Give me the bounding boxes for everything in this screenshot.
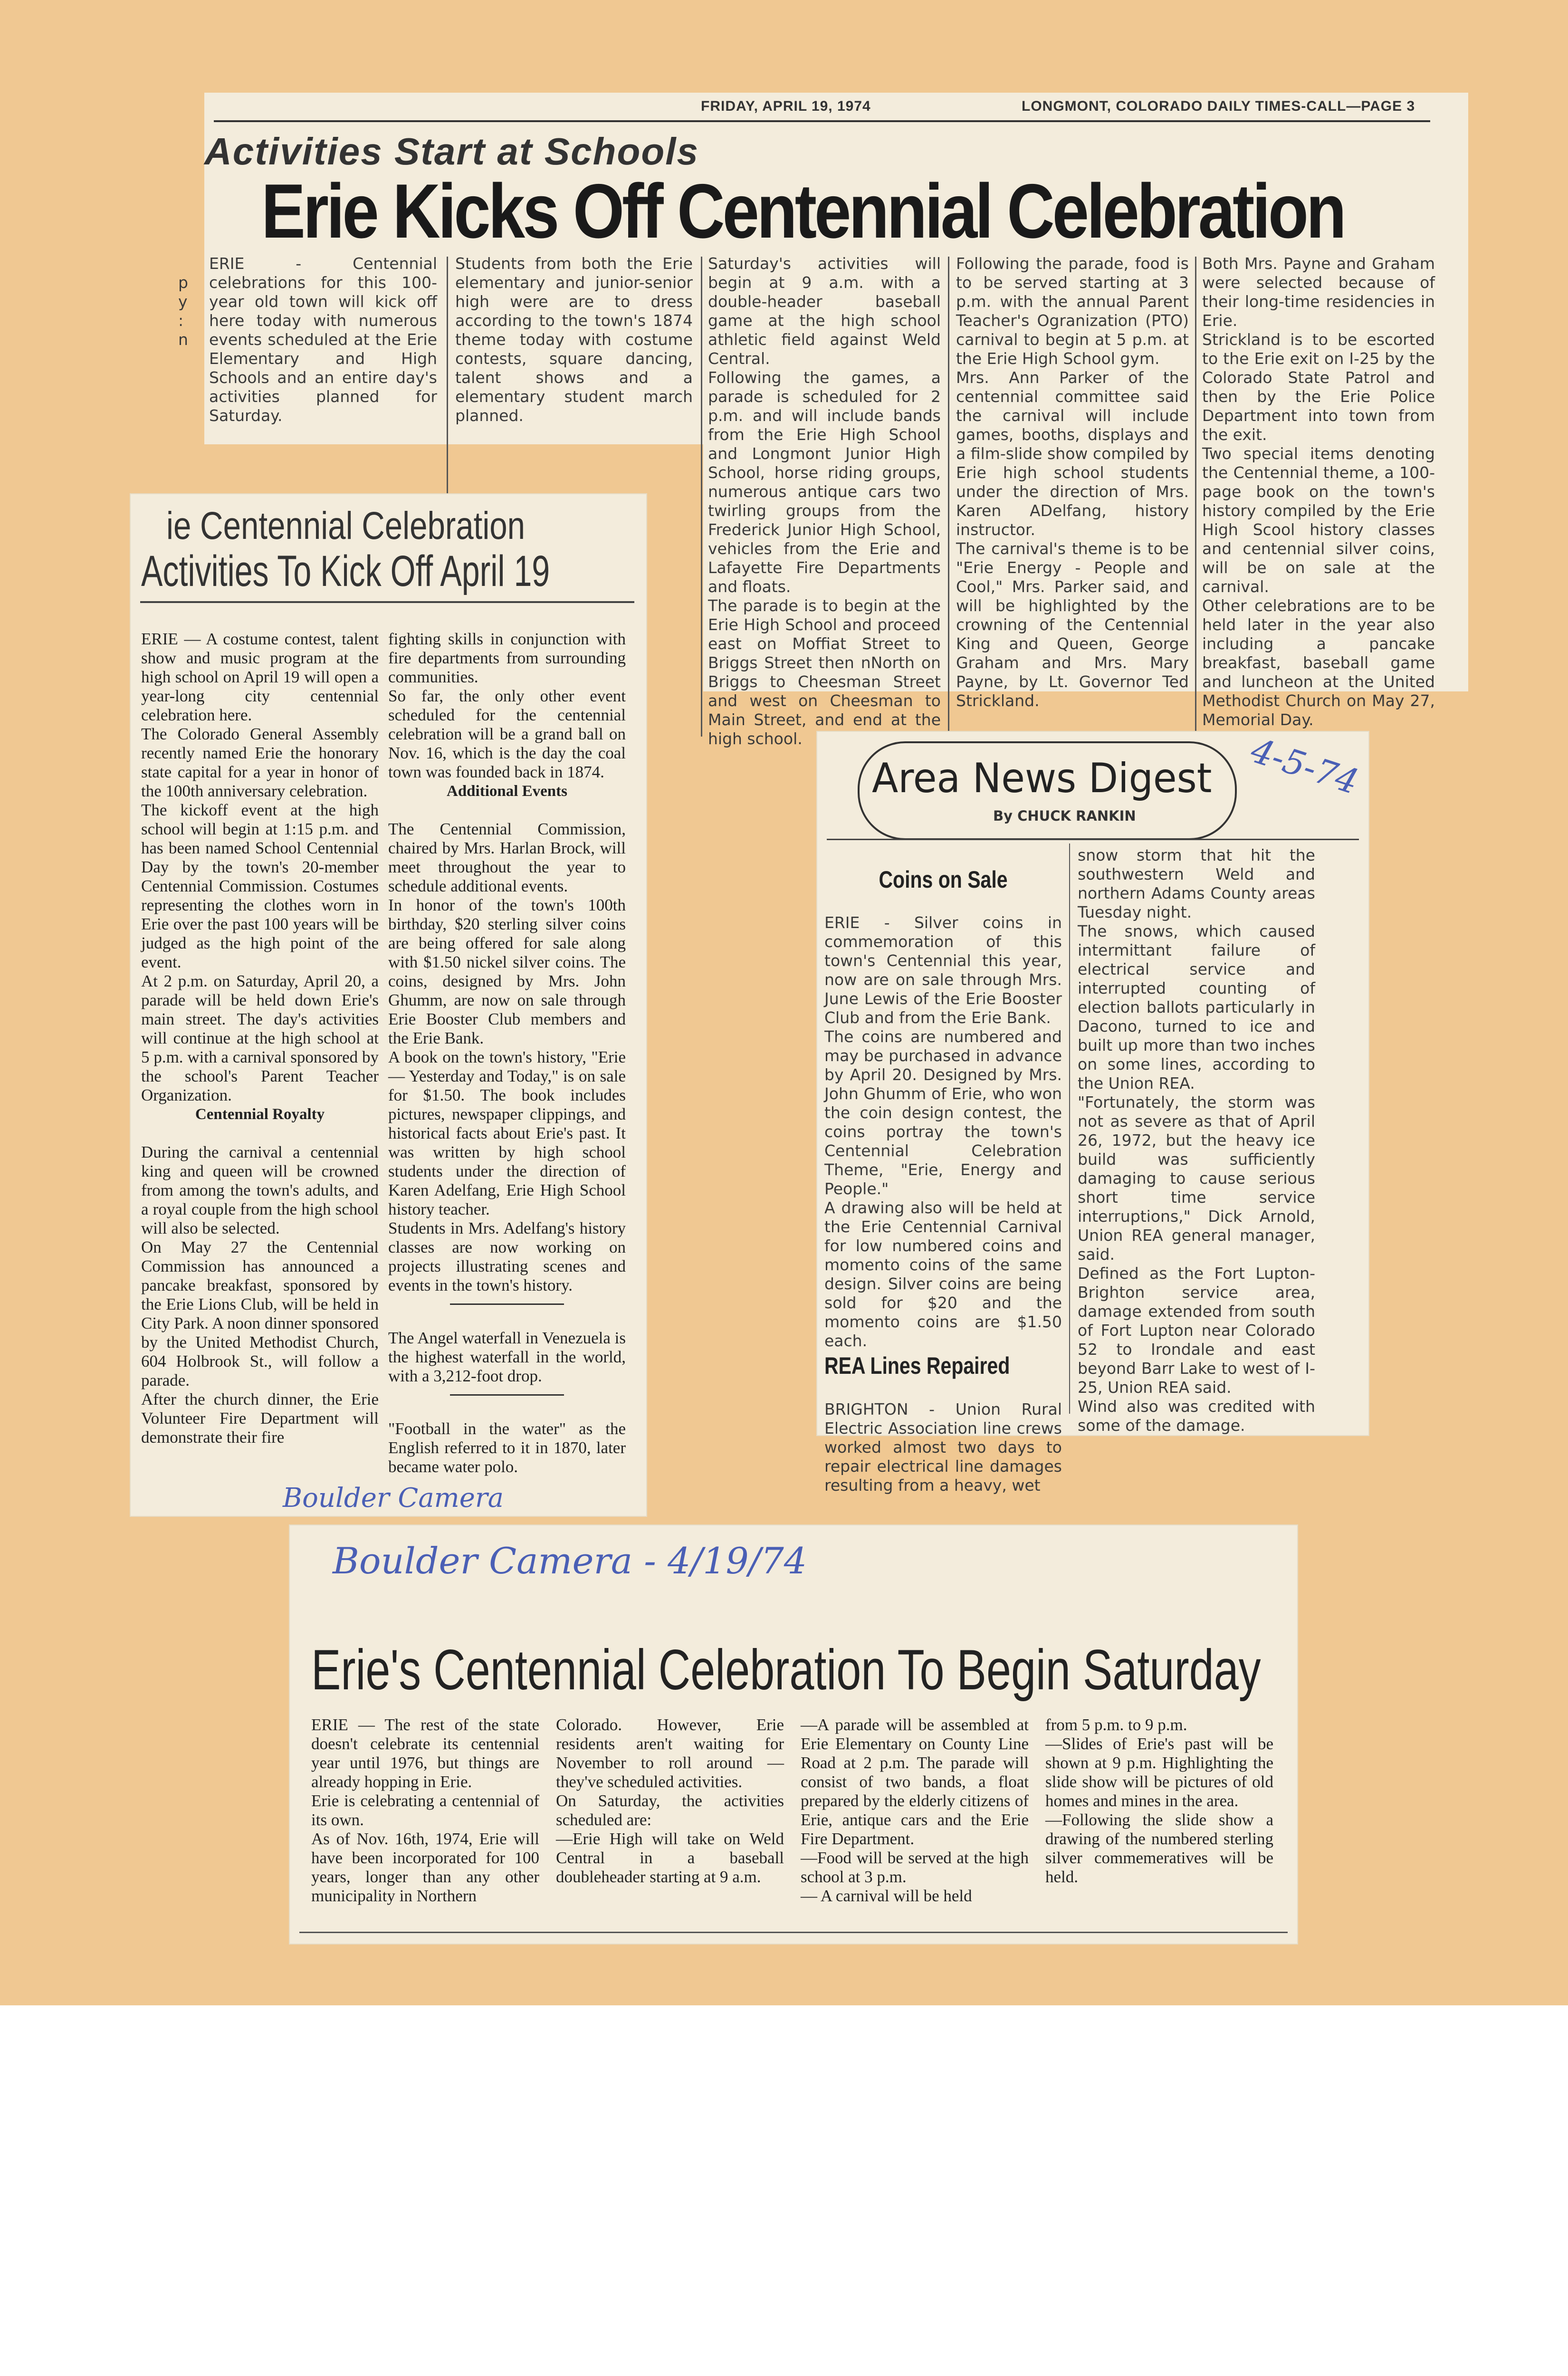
- column-3: —A parade will be assembled at Erie Elementary on County Line Road at 2 p.m. The parade will consist of two bands, a float prepared by the elderly citizens of Erie, antique cars and the Erie Fire Department. —Food will be served at the high school at 3 p.m. — A carnival will be held: [801, 1715, 1029, 1905]
- column-rule: [1069, 843, 1070, 1414]
- filler-water-polo: "Football in the water" as the English referred to it in 1870, later became water polo.: [388, 1419, 626, 1476]
- handwritten-source-date: Boulder Camera - 4/19/74: [333, 1540, 807, 1582]
- column-4: from 5 p.m. to 9 p.m. —Slides of Erie's past will be shown at 9 p.m. Highlighting the slide show will be pictures of old homes and mines in the area. —Following the slide show a drawing of the numbered sterling silver commemeratives will be held.: [1045, 1715, 1273, 1886]
- subhead-rea-lines-repaired: REA Lines Repaired: [824, 1352, 1010, 1379]
- article-column-3: Saturday's activities will begin at 9 a.m. with a double-header baseball game at the high school athletic field against Weld Central. Following the games, a parade is scheduled for 2 p.m. and will include bands from the Erie High School and Longmont Junior High School, horse riding groups, numerous antique cars two twirling groups from the Frederick Junior High School, vehicles from the Erie and Lafayette Fire Departments and floats. The parade is to begin at the Erie High School and proceed east on Moffiat Street to Briggs Street then nNorth on Briggs to Cheesman Street and west on Cheesman to Main Street, and end at the high school.: [708, 254, 941, 748]
- margin-letters: p y : n: [178, 273, 188, 349]
- headline-rule: [140, 601, 634, 603]
- headline-line-2: Activities To Kick Off April 19: [141, 547, 550, 595]
- headline-line-1: ie Centennial Celebration: [166, 504, 526, 547]
- headline: Erie's Centennial Celebration To Begin Saturday: [311, 1638, 1261, 1702]
- boulder-camera-clipping: [131, 494, 646, 1516]
- byline: By CHUCK RANKIN: [993, 808, 1136, 824]
- newspaper-name: LONGMONT, COLORADO DAILY TIMES-CALL—PAGE 3: [1022, 98, 1415, 114]
- column-1: ERIE — The rest of the state doesn't celebrate its centennial year until 1976, but things are already hopping in Erie. Erie is celebrating a centennial of its own. As of Nov. 16th, 1974, Erie will have been incorporated for 100 years, longer than any other municipality in Northern: [311, 1715, 539, 1905]
- subhead-coins-on-sale: Coins on Sale: [879, 866, 1008, 893]
- masthead-title: Area News Digest: [872, 755, 1212, 802]
- dateline: FRIDAY, APRIL 19, 1974: [701, 98, 871, 114]
- divider: [450, 1394, 564, 1396]
- dateline-rule: [214, 120, 1430, 122]
- article-column-1: ERIE — A costume contest, talent show and music program at the high school on April 19 will open a year-long city centennial celebration here. The Colorado General Assembly recently named Erie the honorary state capital for a year in honor of the 100th anniversary celebration. The kickoff event at the high school will begin at 1:15 p.m. and has been named School Centennial Day by the town's 20-member Centennial Commission. Costumes representing the clothes worn in Erie over the past 100 years will be judged as the high point of the event. At 2 p.m. on Saturday, April 20, a parade will be held down Erie's main street. The day's activities will continue at the high school at 5 p.m. with a carnival sponsored by the school's Parent Teacher Organization. Centennial Royalty During the carnival a centennial king and queen will be crowned from among the town's adults, and a royal couple from the high school will also be selected. On May 27 the Centennial Commission has announced a pancake breakfast, sponsored by the Erie Lions Club, will be held in City Park. A noon dinner sponsored by the United Methodist Church, 604 Holbrook St., will follow a parade. After the church dinner, the Erie Volunteer Fire Department will demonstrate their fire: [141, 630, 379, 1447]
- area-news-digest-clipping: [817, 730, 1368, 1495]
- column-2: Colorado. However, Erie residents aren't waiting for November to roll around — they've scheduled activities. On Saturday, the activities scheduled are: —Erie High will take on Weld Central in a baseball doubleheader starting at 9 a.m.: [556, 1715, 784, 1886]
- subhead-additional-events: Additional Events: [447, 783, 567, 800]
- article-column-1: ERIE - Centennial celebrations for this 100-year old town will kick off here today with numerous events scheduled at the Erie Elementary and High Schools and an entire day's activities planned for Saturday.: [209, 254, 437, 425]
- masthead-rule: [827, 839, 1359, 840]
- handwritten-source: Boulder Camera: [283, 1483, 504, 1514]
- headline: Erie Kicks Off Centennial Celebration: [261, 168, 1344, 254]
- article-column-5: Both Mrs. Payne and Graham were selected because of their long-time residencies in Erie. Strickland is to be escorted to the Erie exit on I-25 by the Colorado State Patrol and then by the Erie Police Department into town from the exit. Two special items denoting the Centennial theme, a 100-page book on the town's history compiled by the Erie High Scool history classes and centennial silver coins, will be on sale at the carnival. Other celebrations are to be held later in the year also including a pancake breakfast, baseball game and luncheon at the United Methodist Church on May 27, Memorial Day.: [1202, 254, 1435, 729]
- column-rule: [1195, 257, 1196, 737]
- article-column-2: Students from both the Erie elementary and junior-senior high were are to dress according to the town's 1874 theme today with costume contests, square dancing, talent shows and a elementary student march planned.: [455, 254, 693, 425]
- subhead-centennial-royalty: Centennial Royalty: [195, 1106, 325, 1123]
- article-column-2: fighting skills in conjunction with fire departments from surrounding communities. So far, the only other event scheduled for the centennial celebration will be a grand ball on Nov. 16, which is the day the coal town was founded back in 1874. Additional Events The Centennial Commission, chaired by Mrs. Harlan Brock, will meet throughout the year to schedule additional events. In honor of the town's 100th birthday, $20 sterling silver coins are being offered for sale along with $1.50 nickel silver coins. The coins, designed by Mrs. John Ghumm, are now on sale through Erie Booster Club members and the Erie Bank. A book on the town's history, "Erie — Yesterday and Today," is on sale for $1.50. The book includes pictures, newspaper clippings, and historical facts about Erie's past. It was written by high school students under the direction of Karen Adelfang, Erie High School history teacher. Students in Mrs. Adelfang's history classes are now working on projects illustrating scenes and events in the town's history. The Angel waterfall in Venezuela is the highest waterfall in the world, with a 3,212-foot drop. "Football in the water" as the English referred to it in 1870, later became water polo.: [388, 630, 626, 1476]
- bottom-rule: [299, 1932, 1288, 1933]
- filler-waterfall: The Angel waterfall in Venezuela is the highest waterfall in the world, with a 3,212-foot drop.: [388, 1329, 626, 1385]
- erie-celebration-clipping: [290, 1525, 1297, 1944]
- handwritten-date: 4-5-74: [1246, 730, 1364, 802]
- column-rule: [701, 257, 702, 737]
- digest-column-2: snow storm that hit the southwestern Weld and northern Adams County areas Tuesday night. The snows, which caused intermittant failure of electrical service and interrupted counting of election ballots particularly in Dacono, turned to ice and built up more than two inches on some lines, according to the Union REA. "Fortunately, the storm was not as severe as that of April 26, 1972, but the heavy ice build was sufficiently damaging to cause serious short time service interruptions," Dick Arnold, Union REA general manager, said. Defined as the Fort Lupton-Brighton service area, damage extended from south of Fort Lupton near Colorado 52 to Irondale and east beyond Barr Lake to west of I-25, Union REA said. Wind also was credited with some of the damage.: [1078, 846, 1315, 1435]
- digest-column-1: Coins on Sale ERIE - Silver coins in commemoration of this town's Centennial this year, now are on sale through Mrs. June Lewis of the Erie Booster Club and from the Erie Bank. The coins are numbered and may be purchased in advance by April 20. Designed by Mrs. John Ghumm of Erie, who won the coin design contest, the coins portray the town's Centennial Celebration Theme, "Erie, Energy and People." A drawing also will be held at the Erie Centennial Carnival for low numbered coins and momento coins of the same design. Silver coins are being sold for $20 and the momento coins are $1.50 each. REA Lines Repaired BRIGHTON - Union Rural Electric Association line crews worked almost two days to repair electrical line damages resulting from a heavy, wet: [824, 846, 1062, 1495]
- kicker: Activities Start at Schools: [204, 130, 699, 172]
- column-rule: [447, 257, 448, 499]
- article-column-4: Following the parade, food is to be served starting at 3 p.m. with the annual Parent Teacher's Ogranization (PTO) carnival to begin at 5 p.m. at the Erie High School gym. Mrs. Ann Parker of the centennial committee said the carnival will include games, booths, displays and a film-slide show compiled by Erie high school students under the direction of Mrs. Karen ADelfang, history instructor. The carnival's theme is to be "Erie Energy - People and Cool," Mrs. Parker said, and will be highlighted by the crowning of the Centennial King and Queen, George Graham and Mrs. Mary Payne, by Lt. Governor Ted Strickland.: [956, 254, 1189, 710]
- divider: [450, 1303, 564, 1305]
- column-rule: [948, 257, 949, 737]
